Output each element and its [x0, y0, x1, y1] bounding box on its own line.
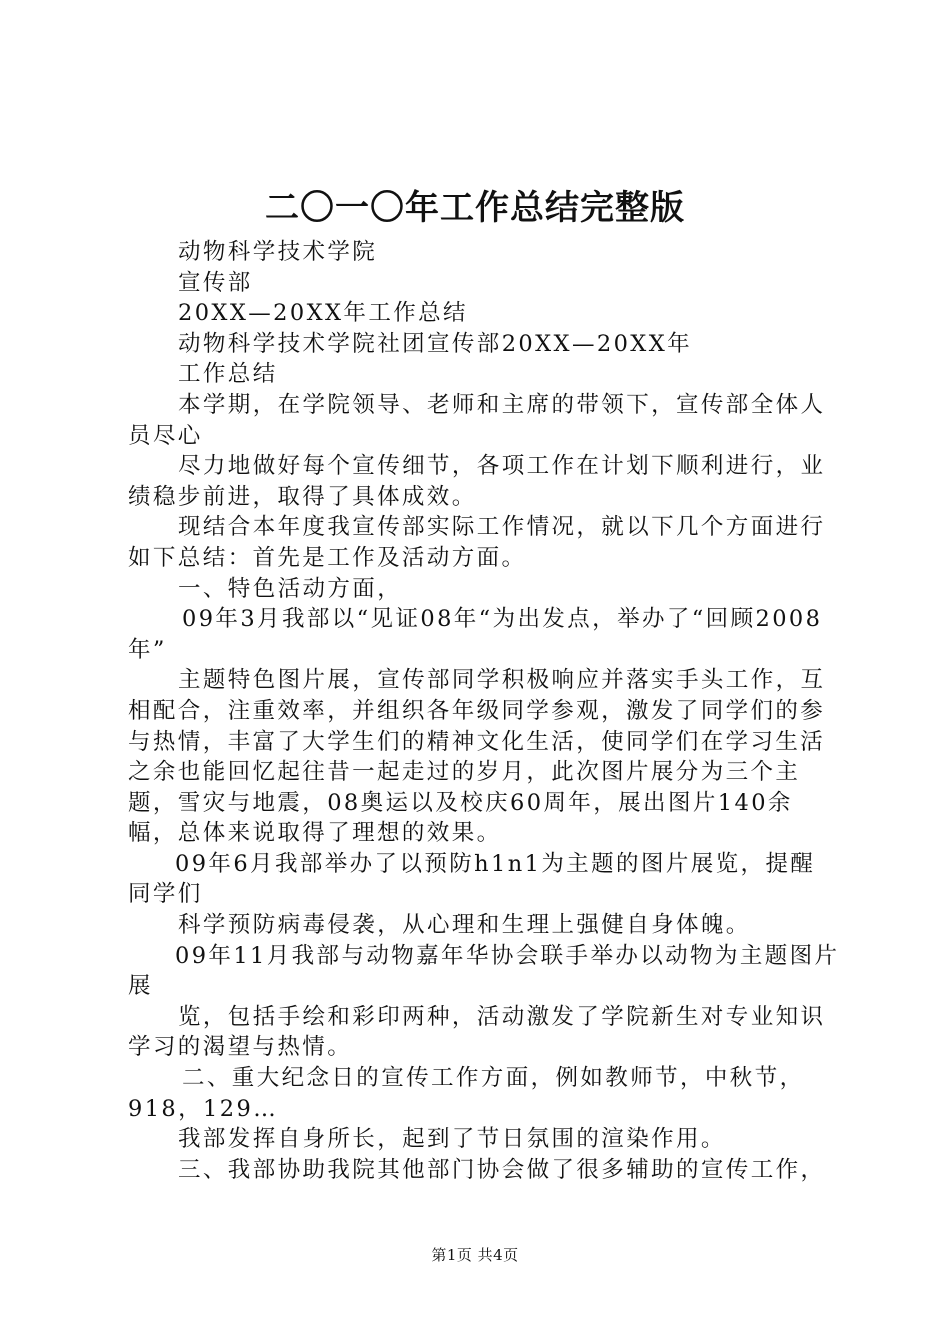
paragraph-section-three: 三、我部协助我院其他部门协会做了很多辅助的宣传工作，: [178, 1156, 826, 1183]
document-title: 二〇一〇年工作总结完整版: [265, 188, 685, 228]
paragraph-june-event: 09年6月我部举办了以预防h1n1为主题的图片展览，提醒同学们: [128, 850, 816, 908]
paragraph-heading-summary: 工作总结: [178, 361, 278, 388]
paragraph-progress: 尽力地做好每个宣传细节，各项工作在计划下顺利进行，业绩稳步前进，取得了具体成效。: [128, 453, 826, 510]
document-body: [128, 237, 840, 1185]
paragraph-prevention: 科学预防病毒侵袭，从心理和生理上强健自身体魄。: [178, 912, 751, 939]
paragraph-atmosphere: 我部发挥自身所长，起到了节日氛围的渲染作用。: [178, 1126, 726, 1153]
paragraph-exhibition: 主题特色图片展，宣传部同学积极响应并落实手头工作，互相配合，注重效率，并组织各年级同学参观，激发了同学们的参与热情，丰富了大学生们的精神文化生活，使同学们在学习生活之余也能回忆起往昔一起走过的岁月，此次图片展分为三个主题，雪灾与地震，08奥运以及校庆60周年，展出图片140余幅，总体来说取得了理想的效果。: [128, 667, 826, 847]
paragraph-november-event: 09年11月我部与动物嘉年华协会联手举办以动物为主题图片展: [128, 942, 840, 1000]
paragraph-college: 动物科学技术学院: [178, 239, 378, 265]
paragraph-heading-full: 动物科学技术学院社团宣传部20XX—20XX年: [178, 330, 693, 357]
paragraph-march-event: 09年3月我部以“见证08年“为出发点，举办了“回顾2008年”: [128, 606, 823, 663]
paragraph-section-one: 一、特色活动方面，: [178, 575, 403, 602]
paragraph-drawing: 览，包括手绘和彩印两种，活动激发了学院新生对专业知识学习的渴望与热情。: [128, 1003, 826, 1061]
paragraph-overview: 现结合本年度我宣传部实际工作情况，就以下几个方面进行如下总结：首先是工作及活动方面。: [128, 514, 826, 571]
paragraph-intro: 本学期，在学院领导、老师和主席的带领下，宣传部全体人员尽心: [128, 391, 826, 449]
page-number-footer: 第1页 共4页: [431, 1246, 519, 1264]
paragraph-department: 宣传部: [178, 269, 253, 296]
paragraph-heading-year: 20XX—20XX年工作总结: [178, 300, 468, 327]
paragraph-section-two: 二、重大纪念日的宣传工作方面，例如教师节，中秋节，918，129…: [128, 1065, 805, 1122]
